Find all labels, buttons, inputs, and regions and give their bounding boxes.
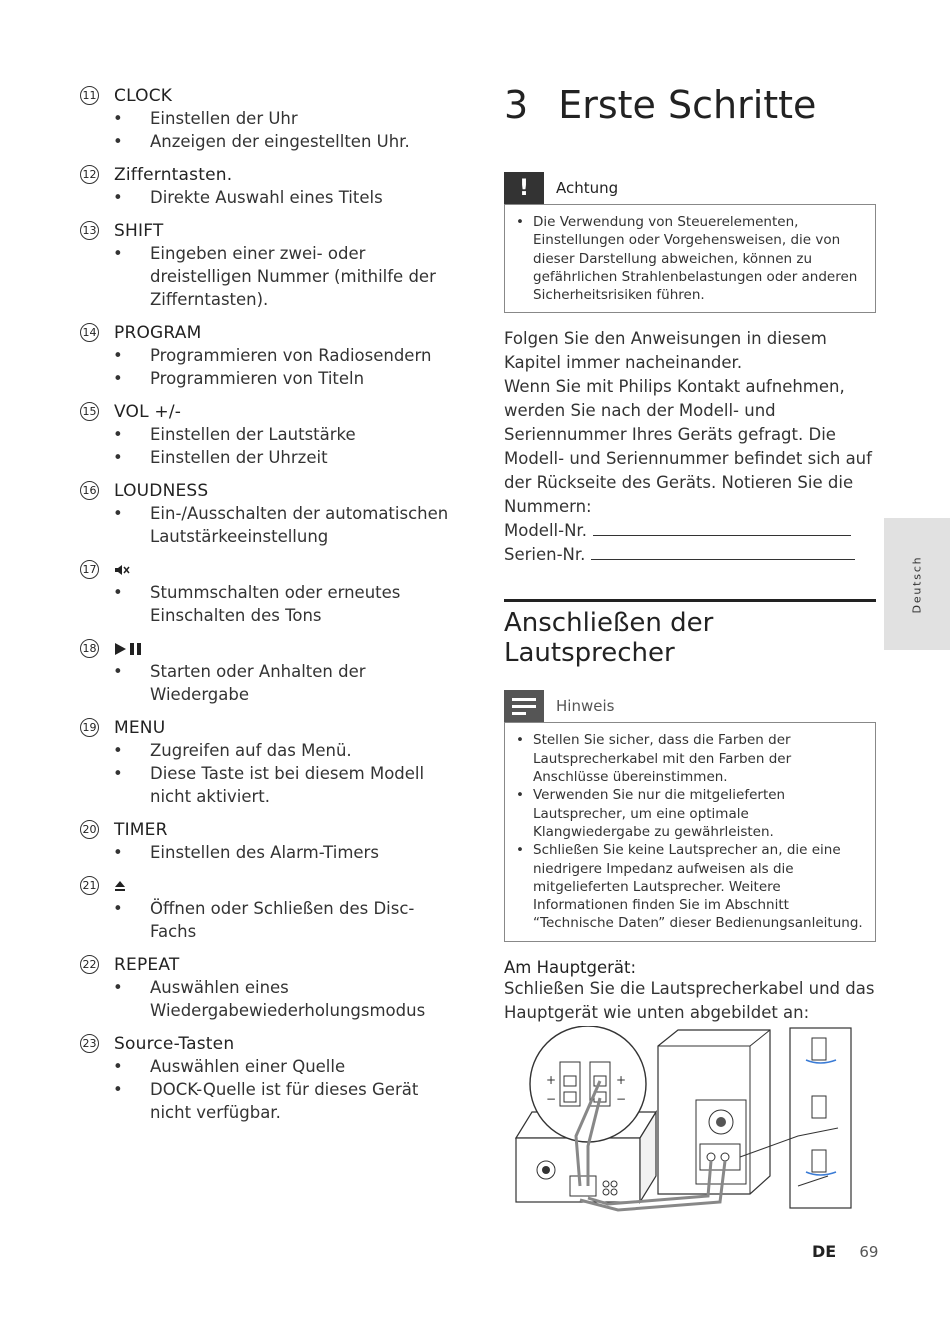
svg-text:+: + xyxy=(616,1073,627,1087)
list-item xyxy=(80,558,460,627)
intro-line: Folgen Sie den Anweisungen in diesem Kapitel immer nacheinander. xyxy=(504,329,827,373)
hint-item: • Stellen Sie sicher, dass die Farben der Lautsprecherkabel mit den Farben der Anschlüsse übereinstimmen. xyxy=(513,731,865,786)
bullet: • Einstellen des Alarm-Timers xyxy=(80,841,460,864)
item-number: 21 xyxy=(80,876,99,895)
item-title: LOUDNESS xyxy=(114,480,209,501)
caution-label: Achtung xyxy=(556,179,619,197)
section-title: Anschließen der Lautsprecher xyxy=(504,608,714,669)
item-number: 17 xyxy=(80,560,99,579)
list-item xyxy=(80,84,460,153)
list-item xyxy=(80,1032,460,1124)
intro-text xyxy=(504,327,876,567)
hint-header xyxy=(504,690,876,722)
bullet: • Einstellen der Uhrzeit xyxy=(80,446,460,469)
language-tab-label: Deutsch xyxy=(910,555,924,613)
bullet: • Ein-/Ausschalten der automatischen Lautstärkeeinstellung xyxy=(80,502,460,548)
hint-item: • Verwenden Sie nur die mitgelieferten Lautsprecher, um eine optimale Klangwiedergabe zu gewährleisten. xyxy=(513,786,865,841)
bullet: • Eingeben einer zwei- oder dreistelligen Nummer (mithilfe der Zifferntasten). xyxy=(80,242,460,311)
exclamation-icon: ! xyxy=(504,172,544,204)
item-number: 15 xyxy=(80,402,99,421)
bullet: • Anzeigen der eingestellten Uhr. xyxy=(80,130,460,153)
chapter-title: Erste Schritte xyxy=(558,83,817,127)
item-title: TIMER xyxy=(114,819,168,840)
list-item xyxy=(80,400,460,469)
hint-label: Hinweis xyxy=(556,697,615,716)
item-title: SHIFT xyxy=(114,220,164,241)
bullet: • Einstellen der Uhr xyxy=(80,107,460,130)
bullet: • Einstellen der Lautstärke xyxy=(80,423,460,446)
right-column xyxy=(504,80,876,1025)
list-item xyxy=(80,716,460,808)
item-number: 14 xyxy=(80,323,99,342)
serial-number-line xyxy=(591,545,855,560)
list-item xyxy=(80,219,460,311)
bullet: • Starten oder Anhalten der Wiedergabe xyxy=(80,660,460,706)
model-number-line xyxy=(593,521,851,536)
hint-item: • Schließen Sie keine Lautsprecher an, die eine niedrigere Impedanz aufweisen als die mitgelieferten Lautsprecher. Weitere Informationen finden Sie im Abschnitt “Technische Daten” dieser Bedienungsanleitung. xyxy=(513,841,865,932)
page-number: 69 xyxy=(859,1243,879,1261)
bullet: • Programmieren von Radiosendern xyxy=(80,344,460,367)
item-title: Source-Tasten xyxy=(114,1033,235,1054)
chapter-heading xyxy=(504,80,876,130)
intro-line: Wenn Sie mit Philips Kontakt aufnehmen, werden Sie nach der Modell- und Seriennummer Ihres Geräts gefragt. Die Modell- und Seriennummer befindet sich auf der Rückseite des Geräts. Notieren Sie die Nummern: xyxy=(504,377,872,517)
item-title: MENU xyxy=(114,717,166,738)
hint-box xyxy=(504,722,876,941)
item-title: Zifferntasten. xyxy=(114,164,233,185)
bullet: • Auswählen eines Wiedergabewiederholungsmodus xyxy=(80,976,460,1022)
mute-icon xyxy=(114,563,130,577)
list-item xyxy=(80,163,460,209)
svg-text:−: − xyxy=(616,1092,627,1106)
item-title: REPEAT xyxy=(114,954,180,975)
item-number: 18 xyxy=(80,639,99,658)
footer-language: DE xyxy=(812,1242,837,1261)
bullet: • Auswählen einer Quelle xyxy=(80,1055,460,1078)
language-tab xyxy=(884,518,950,650)
button-description-list xyxy=(80,84,460,1134)
main-unit-heading: Am Hauptgerät: xyxy=(504,957,637,977)
speaker-connection-diagram xyxy=(508,1026,853,1212)
bullet: • Stummschalten oder erneutes Einschalten des Tons xyxy=(80,581,460,627)
item-number: 22 xyxy=(80,955,99,974)
item-number: 20 xyxy=(80,820,99,839)
list-item xyxy=(80,818,460,864)
caution-item: • Die Verwendung von Steuerelementen, Einstellungen oder Vorgehensweisen, die von dieser Darstellung abweichen, können zu gefährlichen Strahlenbelastungen oder anderen Sicherheitsrisiken führen. xyxy=(513,213,865,304)
item-title: PROGRAM xyxy=(114,322,202,343)
item-title: VOL +/- xyxy=(114,401,182,422)
bullet: • DOCK-Quelle ist für dieses Gerät nicht verfügbar. xyxy=(80,1078,460,1124)
bullet: • Diese Taste ist bei diesem Modell nicht aktiviert. xyxy=(80,762,460,808)
bullet: • Programmieren von Titeln xyxy=(80,367,460,390)
list-item xyxy=(80,321,460,390)
item-number: 12 xyxy=(80,165,99,184)
svg-text:+: + xyxy=(546,1073,557,1087)
eject-icon xyxy=(114,880,126,892)
note-icon xyxy=(504,690,544,722)
svg-text:−: − xyxy=(546,1092,557,1106)
list-item xyxy=(80,953,460,1022)
list-item xyxy=(80,479,460,548)
list-item xyxy=(80,637,460,706)
main-unit-text: Schließen Sie die Lautsprecherkabel und das Hauptgerät wie unten abgebildet an: xyxy=(504,978,875,1022)
caution-header xyxy=(504,172,876,204)
list-item xyxy=(80,874,460,943)
serial-number-row xyxy=(504,543,876,567)
item-number: 23 xyxy=(80,1034,99,1053)
chapter-number: 3 xyxy=(504,83,529,127)
item-title: CLOCK xyxy=(114,85,173,106)
page-footer xyxy=(812,1242,878,1261)
item-number: 16 xyxy=(80,481,99,500)
bullet: • Öffnen oder Schließen des Disc-Fachs xyxy=(80,897,460,943)
bullet: • Zugreifen auf das Menü. xyxy=(80,739,460,762)
item-number: 19 xyxy=(80,718,99,737)
bullet: • Direkte Auswahl eines Titels xyxy=(80,186,460,209)
caution-box xyxy=(504,204,876,313)
serial-label: Serien-Nr. xyxy=(504,545,586,565)
model-label: Modell-Nr. xyxy=(504,521,587,541)
section-rule xyxy=(504,599,876,602)
play-pause-icon xyxy=(114,642,144,656)
item-number: 13 xyxy=(80,221,99,240)
model-number-row xyxy=(504,519,876,543)
item-number: 11 xyxy=(80,86,99,105)
